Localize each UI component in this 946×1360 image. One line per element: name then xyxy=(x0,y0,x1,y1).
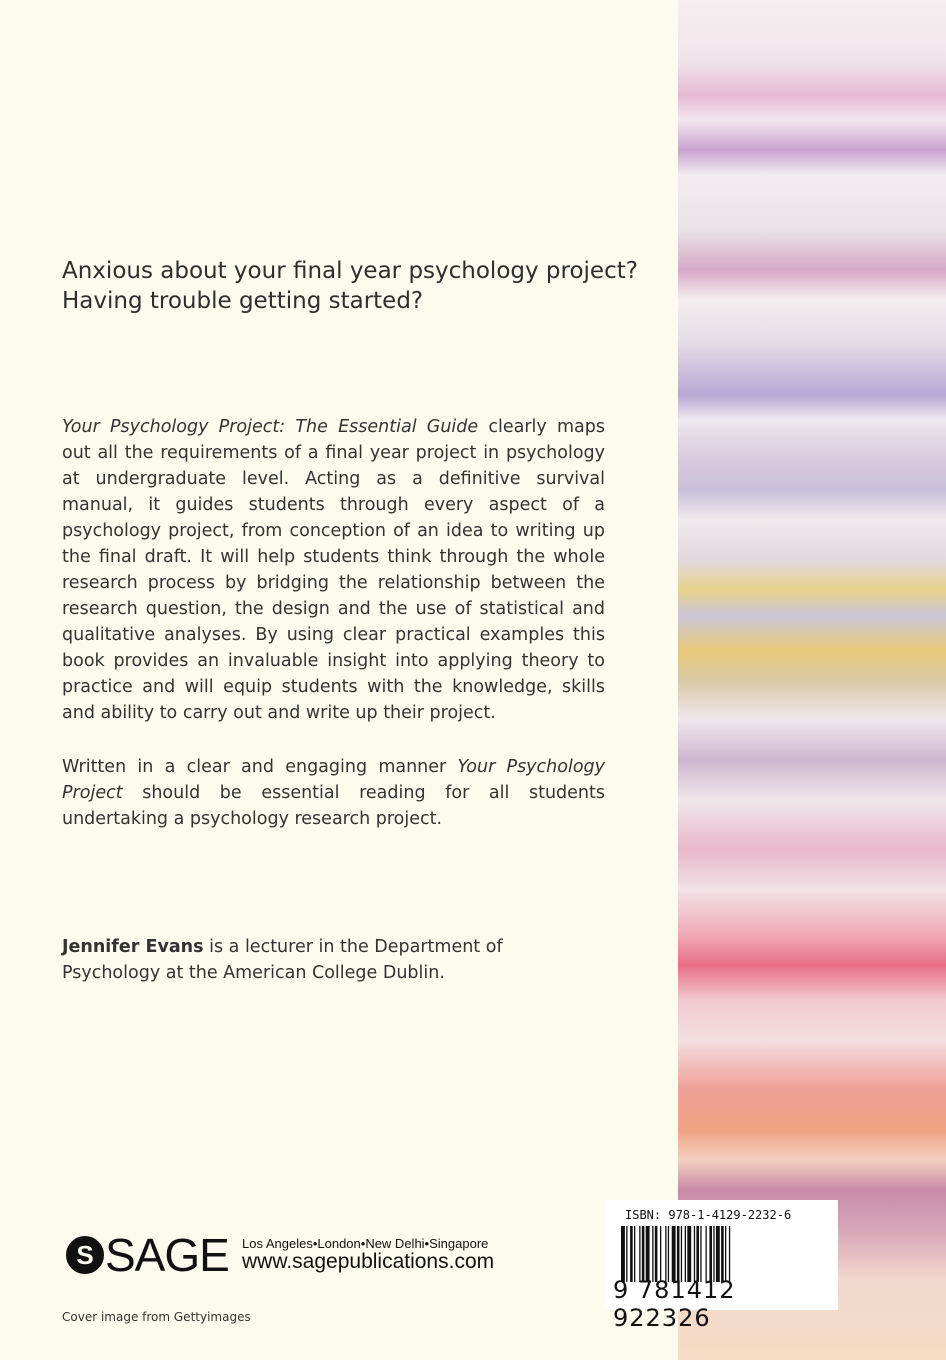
author-name: Jennifer Evans xyxy=(62,937,204,957)
image-credit: Cover image from Gettyimages xyxy=(62,1310,251,1324)
book-title: Your Psychology Project: The Essential Guide xyxy=(62,417,479,437)
barcode-bar xyxy=(716,1226,720,1282)
publisher-url: www.sagepublications.com xyxy=(242,1250,495,1273)
barcode-bar xyxy=(721,1226,724,1282)
cover-image-strip xyxy=(678,0,946,1360)
barcode-bar xyxy=(677,1226,680,1282)
barcode-bar xyxy=(687,1226,691,1282)
barcode-bar xyxy=(700,1226,701,1282)
description-text: clearly maps out all the requirements of a final year project in psychology at undergraduate level. Acting as a definitive survival manual, it guides students through every aspect of a psychology project, from conception of an idea to writing up the final draft. It will help students think through the whole research process by bridging the relationship between the research question, the design and the use of statistical and qualitative analyses. By using clear practical examples this book provides an invaluable insight into applying theory to practice and will equip students with the knowledge, skills and ability to carry out and write up their project. xyxy=(62,417,605,723)
sage-logo-text: SAGE xyxy=(105,1229,229,1281)
description-paragraph xyxy=(62,414,605,726)
barcode-digits: 9 781412 922326 xyxy=(613,1276,736,1332)
barcode-bar xyxy=(668,1226,669,1282)
author-bio-text: is a lecturer in the Department of Psychology at the American College Dublin. xyxy=(62,937,503,983)
barcode-bar xyxy=(621,1226,625,1282)
barcode-box xyxy=(605,1200,838,1332)
sage-logo xyxy=(66,1228,229,1282)
barcode-bar xyxy=(646,1226,650,1282)
barcode-bar xyxy=(655,1226,658,1282)
barcode-bar xyxy=(685,1226,686,1282)
isbn-label: ISBN: 978-1-4129-2232-6 xyxy=(625,1208,792,1222)
sage-s-emblem-icon: S xyxy=(66,1236,104,1274)
publisher-cities: Los Angeles•London•New Delhi•Singapore xyxy=(242,1236,489,1251)
barcode-bar xyxy=(639,1226,640,1282)
publisher-info xyxy=(242,1236,494,1273)
barcode-bar xyxy=(665,1226,666,1282)
recommendation-text-end: should be essential reading for all students undertaking a psychology research project. xyxy=(62,783,605,829)
barcode-bar xyxy=(706,1226,707,1282)
barcode-bar xyxy=(709,1226,712,1282)
headline-line-2: Having trouble getting started? xyxy=(62,288,424,314)
barcode-bar xyxy=(681,1226,682,1282)
barcode-bar xyxy=(660,1226,661,1282)
barcode-bars-icon xyxy=(621,1226,831,1282)
barcode-bar xyxy=(634,1226,635,1282)
headline-line-1: Anxious about your final year psychology project? xyxy=(62,258,638,284)
barcode-bar xyxy=(626,1226,627,1282)
barcode-bar xyxy=(696,1226,699,1282)
barcode-bar xyxy=(713,1226,714,1282)
barcode-bar xyxy=(729,1226,730,1282)
recommendation-paragraph xyxy=(62,754,605,832)
barcode-bar xyxy=(725,1226,726,1282)
book-title-short: Your Psychology Project xyxy=(62,757,605,803)
barcode-bar xyxy=(652,1226,653,1282)
author-bio xyxy=(62,934,605,986)
headline xyxy=(62,256,638,316)
barcode-bar xyxy=(694,1226,695,1282)
barcode-bar xyxy=(672,1226,676,1282)
barcode-bar xyxy=(642,1226,645,1282)
barcode-bar xyxy=(630,1226,633,1282)
recommendation-text-start: Written in a clear and engaging manner xyxy=(62,757,458,777)
